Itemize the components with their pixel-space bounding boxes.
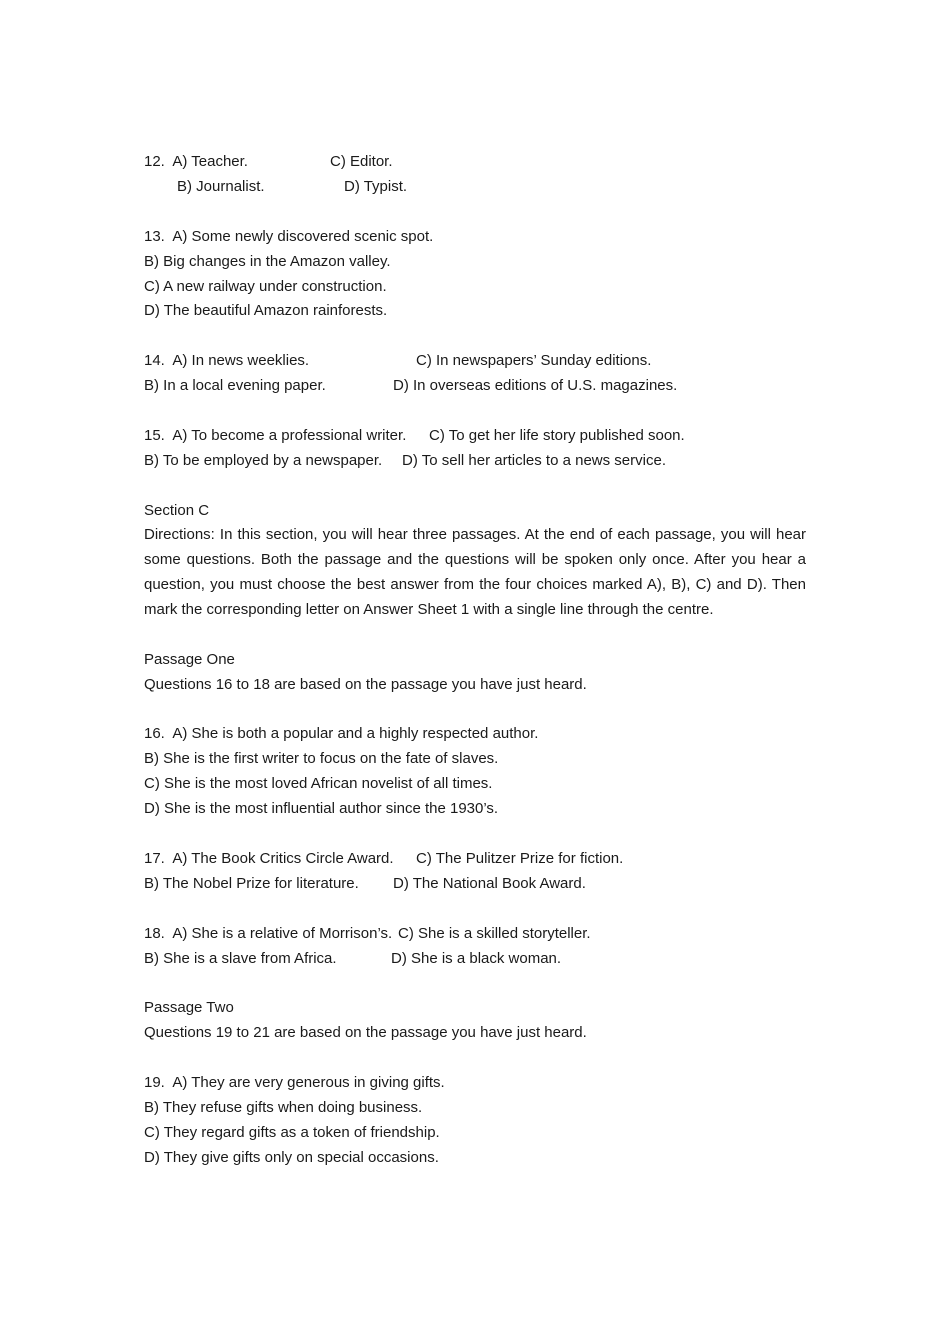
q15-option-d: D) To sell her articles to a news service. [402, 452, 666, 469]
q13-option-b: B) Big changes in the Amazon valley. [144, 253, 391, 270]
q12-option-c: C) Editor. [330, 153, 393, 170]
q15-option-b: B) To be employed by a newspaper. [144, 452, 383, 469]
q12-option-b: B) Journalist. [177, 178, 265, 195]
passage-two-intro: Questions 19 to 21 are based on the passage you have just heard. [144, 1024, 587, 1041]
q16-option-b: B) She is the first writer to focus on the fate of slaves. [144, 750, 499, 767]
q14-option-d: D) In overseas editions of U.S. magazines. [393, 377, 678, 394]
q13-option-c: C) A new railway under construction. [144, 278, 387, 295]
q13-option-a: 13. A) Some newly discovered scenic spot. [144, 228, 434, 245]
q19-option-c: C) They regard gifts as a token of friendship. [144, 1124, 440, 1141]
q18-option-a: 18. A) She is a relative of Morrison’s. [144, 925, 393, 942]
q15-option-c: C) To get her life story published soon. [429, 427, 685, 444]
q19-option-a: 19. A) They are very generous in giving gifts. [144, 1074, 445, 1091]
q16-option-d: D) She is the most influential author since the 1930’s. [144, 800, 499, 817]
section-c-title: Section C [144, 502, 210, 519]
q17-option-d: D) The National Book Award. [393, 875, 586, 892]
q13-option-d: D) The beautiful Amazon rainforests. [144, 302, 388, 319]
passage-one-intro: Questions 16 to 18 are based on the passage you have just heard. [144, 676, 587, 693]
q16-option-a: 16. A) She is both a popular and a highly respected author. [144, 725, 539, 742]
q19-option-b: B) They refuse gifts when doing business. [144, 1099, 423, 1116]
q16-option-c: C) She is the most loved African novelist of all times. [144, 775, 493, 792]
passage-two-title: Passage Two [144, 999, 234, 1016]
q17-option-b: B) The Nobel Prize for literature. [144, 875, 359, 892]
section-c-directions: Directions: In this section, you will hear three passages. At the end of each passage, you will hear some questions. Both the passage and the questions will be spoken only once. After you hear a question, you must choose the best answer from the four choices marked A), B), C) and D). Then mark the corresponding letter on Answer Sheet 1 with a single line through the centre. [144, 526, 806, 618]
q12-option-a: 12. A) Teacher. [144, 153, 248, 170]
q19-option-d: D) They give gifts only on special occasions. [144, 1149, 439, 1166]
q15-option-a: 15. A) To become a professional writer. [144, 427, 407, 444]
q17-option-c: C) The Pulitzer Prize for fiction. [416, 850, 624, 867]
q17-option-a: 17. A) The Book Critics Circle Award. [144, 850, 394, 867]
q18-option-d: D) She is a black woman. [391, 950, 562, 967]
q18-option-b: B) She is a slave from Africa. [144, 950, 337, 967]
q14-option-c: C) In newspapers’ Sunday editions. [416, 352, 652, 369]
q18-option-c: C) She is a skilled storyteller. [398, 925, 591, 942]
q12-option-d: D) Typist. [344, 178, 408, 195]
passage-one-title: Passage One [144, 651, 235, 668]
q14-option-a: 14. A) In news weeklies. [144, 352, 310, 369]
q14-option-b: B) In a local evening paper. [144, 377, 326, 394]
